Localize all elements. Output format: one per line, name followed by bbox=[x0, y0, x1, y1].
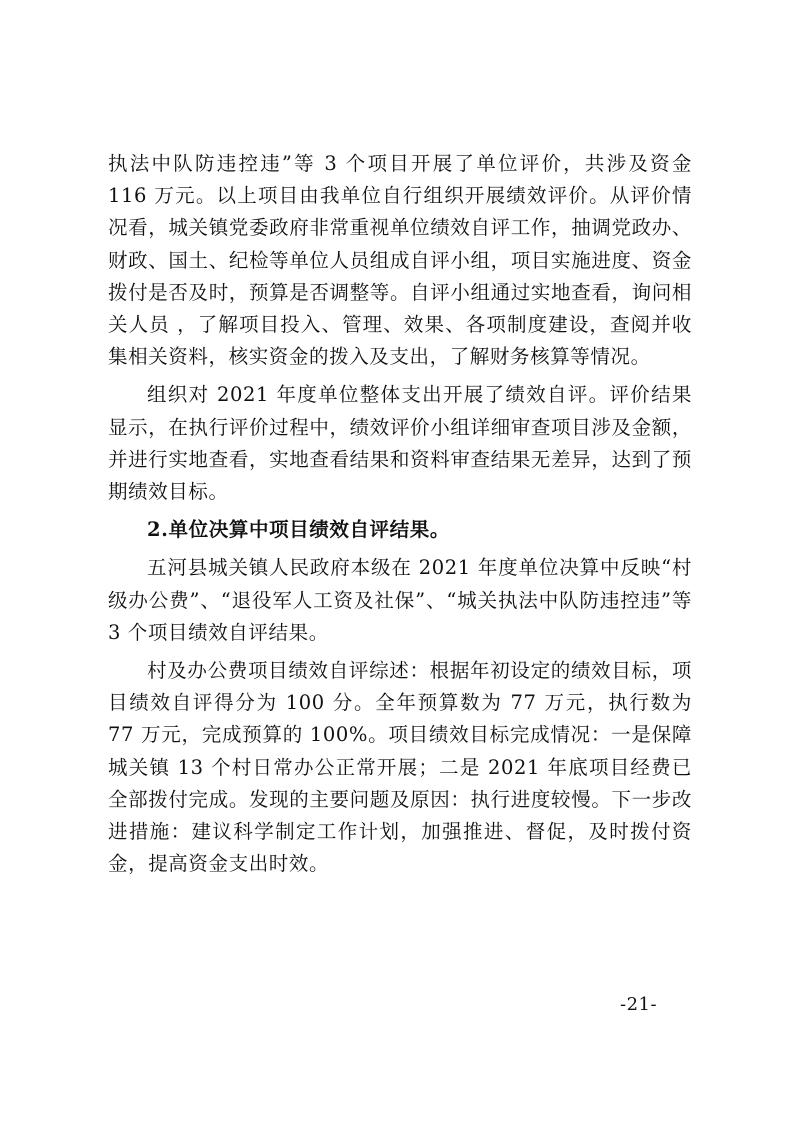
paragraph-project-results: 五河县城关镇人民政府本级在 2021 年度单位决算中反映“村级办公费”、“退役军人工资及社保”、“城关执法中队防违控违”等 3 个项目绩效自评结果。 bbox=[108, 556, 692, 644]
page-number: -21- bbox=[620, 994, 658, 1015]
section-heading: 2.单位决算中项目绩效自评结果。 bbox=[147, 518, 450, 542]
paragraph-continued: 执法中队防违控违”等 3 个项目开展了单位评价，共涉及资金 116 万元。以上项目由我单位自行组织开展绩效评价。从评价情况看，城关镇党委政府非常重视单位绩效自评工作，抽调党政办、财政、国土、纪检等单位人员组成自评小组，项目实施进度、资金拨付是否及时，预算是否调整等。自评小组通过实地查看，询问相关人员 ，了解项目投入、管理、效果、各项制度建设，查阅并收集相关资料，核实资金的拨入及支出，了解财务核算等情况。 bbox=[108, 152, 692, 369]
paragraph-self-evaluation: 组织对 2021 年度单位整体支出开展了绩效自评。评价结果显示，在执行评价过程中，绩效评价小组详细审查项目涉及金额，并进行实地查看，实地查看结果和资料审查结果无差异，达到了预期绩效目标。 bbox=[108, 383, 692, 504]
paragraph-office-fee-summary: 村及办公费项目绩效自评综述：根据年初设定的绩效目标，项目绩效自评得分为 100 分。全年预算数为 77 万元，执行数为 77 万元，完成预算的 100%。项目绩效目标完成情况：一是保障城关镇 13 个村日常办公正常开展；二是 2021 年底项目经费已全部拨付完成。发现的主要问题及原因：执行进度较慢。下一步改进措施：建议科学制定工作计划，加强推进、督促，及时拨付资金，提高资金支出时效。 bbox=[108, 659, 692, 876]
document-body bbox=[108, 148, 692, 880]
